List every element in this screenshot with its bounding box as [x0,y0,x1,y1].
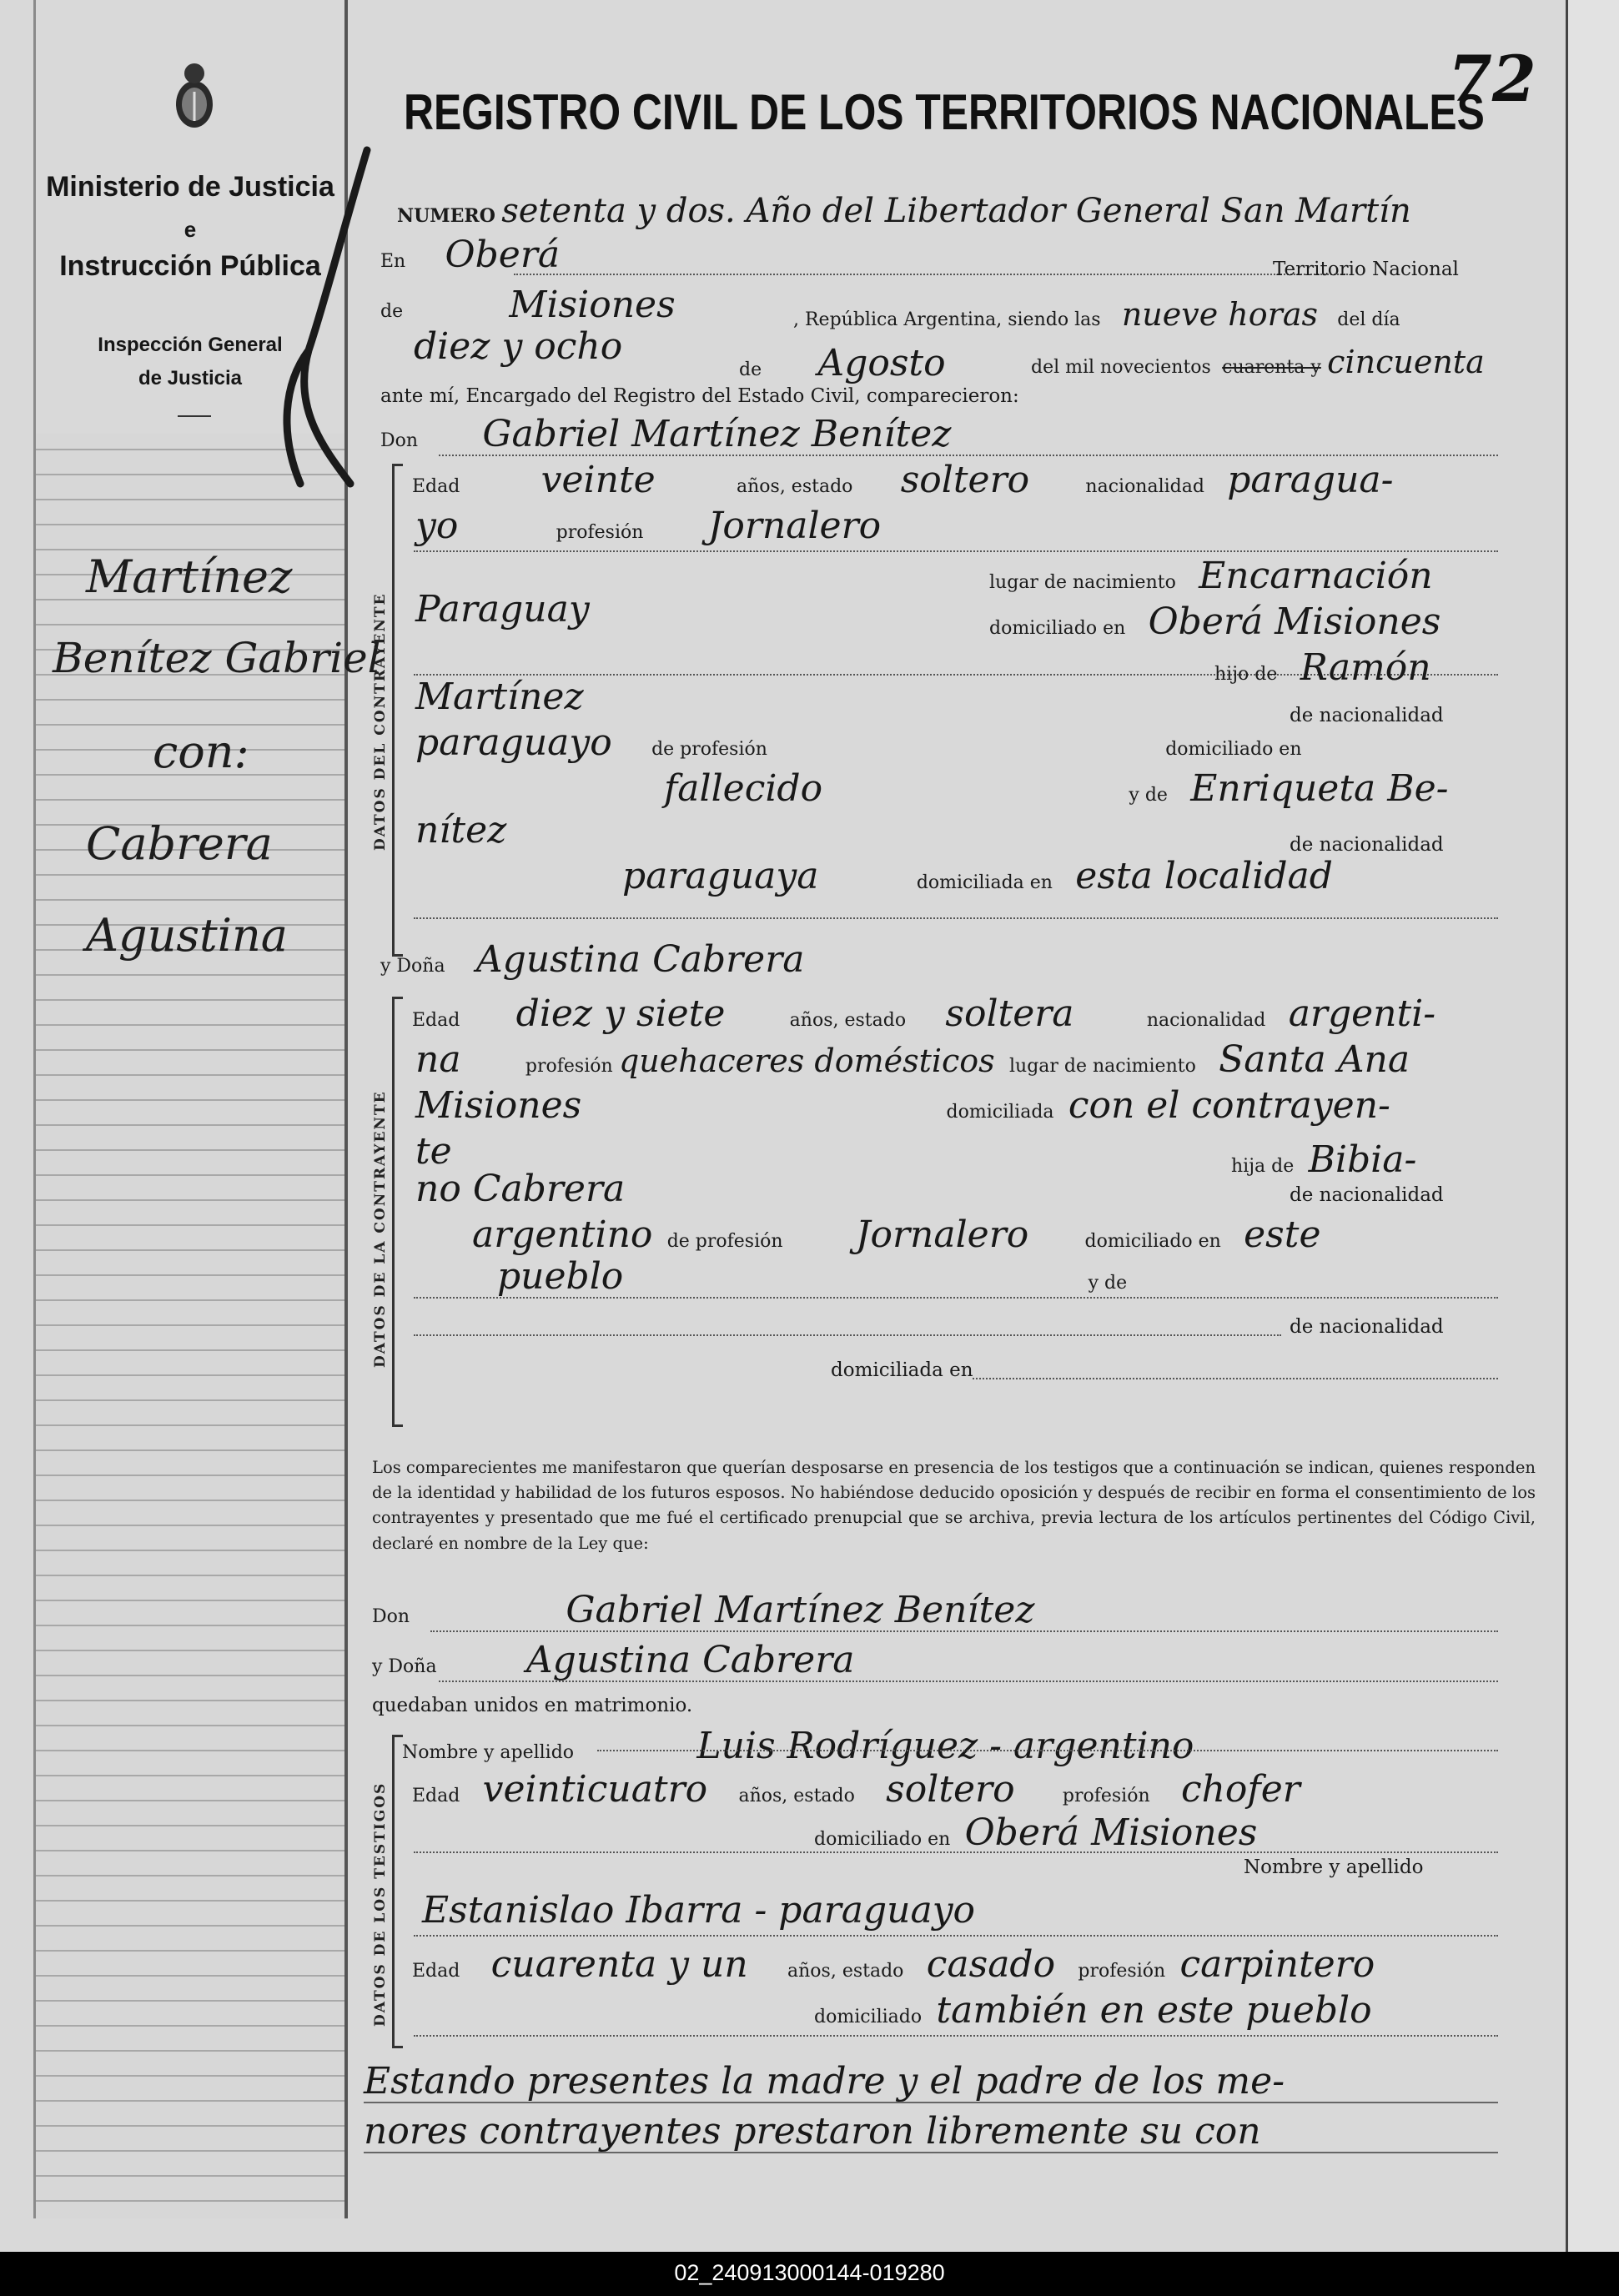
t2-domicilio-value: también en este pueblo [936,1989,1372,2032]
c1-estado-value: soltero [900,459,1030,501]
c1-lugar-cont: Paraguay [415,588,590,631]
c1-de-nac-label: de nacionalidad [1290,705,1444,726]
c1-y-de-label: y de [1129,785,1168,806]
c2-estado-value: soltera [945,992,1074,1035]
c2-padre-cont-row [415,1168,625,1210]
c1-domiciliada-label: domiciliada en [916,872,1053,893]
republica-label: , República Argentina, siendo las [793,309,1101,330]
c2-domiciliado-en-label: domiciliado en [1084,1231,1221,1252]
closing-rule-2 [364,2152,1498,2153]
c2-lugar-label: lugar de nacimiento [1009,1056,1196,1077]
c2-prof-row [415,1038,1410,1081]
mes-row [739,342,946,384]
anio-struck: cuarenta y [1222,357,1321,378]
t2-estado-value: casado [926,1943,1056,1986]
numero-value: setenta y dos. Año del Libertador General San Martín [501,192,1411,230]
c2-y-de-label: y de [1088,1273,1128,1294]
c2-domicilio-cont: te [415,1130,452,1173]
t2-edad-label: Edad [412,1961,460,1982]
c1-madre-cont: nítez [415,809,507,852]
t1-nombre-line [597,1750,1498,1751]
anio-label: del mil novecientos [1031,357,1211,378]
c2-edad-value: diez y siete [515,992,726,1035]
t2-profesion-label: profesión [1078,1961,1166,1982]
c1-nacionalidad-cont: yo [415,505,459,547]
testigos-bracket [392,1735,403,2048]
de-row [380,284,676,326]
c1-edad-value: veinte [541,459,656,501]
c1-estado-label: años, estado [737,476,853,497]
c2-lugar-value: Santa Ana [1219,1038,1410,1081]
t1-line [414,1851,1498,1853]
c1-prof-padre-row [415,721,1302,764]
image-id-label: 02_240913000144-019280 [674,2260,945,2285]
closing-line2 [364,2110,1261,2153]
margin-note-line5: Agustina [86,909,288,962]
c1-lugar-label: lugar de nacimiento [989,572,1176,593]
c1-de-prof-label: de profesión [651,739,767,760]
t1-estado-label: años, estado [738,1786,855,1806]
dia-row [380,325,622,368]
t1-profesion-value: chofer [1180,1768,1300,1811]
numero-row [397,192,1411,230]
c1-padre-cont-row [415,676,584,718]
c1-nacionalidad-value: paragua- [1227,459,1394,501]
decl-don-value: Gabriel Martínez Benítez [566,1589,1035,1631]
c2-padre-dom: este [1244,1213,1321,1256]
c2-padre-cont: no Cabrera [415,1168,626,1210]
c2-padre-prof: Jornalero [855,1213,1029,1256]
inspection-line2: de Justicia [138,367,243,389]
c2-padre-nac: argentino [472,1213,653,1256]
c2-line-b [414,1334,1281,1336]
decl-don-row [372,1589,1034,1631]
c2-domiciliada-label: domiciliada en [831,1359,973,1381]
t1-estado-value: soltero [886,1768,1015,1811]
decl-dona-label: y Doña [372,1656,437,1677]
margin-note-line4: Cabrera [86,817,273,870]
hora-value: nueve horas [1121,296,1318,333]
dona-row [380,938,804,981]
c2-dom-row [415,1084,1390,1127]
decl-don-line [430,1630,1498,1632]
inspection-line1: Inspección General [98,334,283,356]
t2-nombre-label: Nombre y apellido [1244,1856,1424,1878]
margin-note-line2: Benítez Gabriel [53,634,381,682]
don-line [439,455,1498,456]
c2-nacionalidad-value: argenti- [1288,992,1436,1035]
c1-madre-value: Enriqueta Be- [1190,767,1449,810]
c1-madre-dom: esta localidad [1075,855,1333,897]
margin-note-line3: con: [153,726,249,778]
ante-label: ante mí, Encargado del Registro del Estado Civil, comparecieron: [380,385,1019,407]
dona-value: Agustina Cabrera [475,938,805,981]
c1-profesion-value: Jornalero [707,505,882,547]
contrayente-side-label: DATOS DEL CONTRAYENTE [372,592,389,851]
t1-nombre-value: Luis Rodríguez - argentino [696,1725,1194,1767]
c1-padre-dom-row [664,767,1448,810]
t1-edad-row [412,1768,1300,1811]
de-label: de [380,301,404,322]
contrayente2-side-label: DATOS DE LA CONTRAYENTE [372,1090,389,1368]
decl-dona-value: Agustina Cabrera [525,1639,855,1681]
c1-lugar-row [989,555,1433,597]
contrayente-bracket [392,464,403,957]
c2-padre-prof-row [472,1213,1320,1256]
c2-pueblo-row [497,1255,1127,1298]
c2-domicilio-label: domiciliada [946,1102,1054,1123]
republica-row [793,296,1400,333]
c2-hija-row2 [1231,1138,1416,1181]
dona-label: y Doña [380,956,445,977]
c1-de-nac2-label: de nacionalidad [1290,834,1444,856]
c2-edad-row [412,992,1435,1035]
en-line [514,274,1348,275]
en-row [380,234,560,276]
c1-prof-row [415,505,881,547]
c1-profesion-label: profesión [556,522,644,543]
c1-dom-row2 [989,600,1441,643]
c1-line-c [414,917,1498,919]
c2-domicilio-value: con el contrayen- [1068,1084,1390,1127]
t1-domiciliado-label: domiciliado en [814,1829,951,1850]
territorio-label: Territorio Nacional [1273,259,1459,280]
c2-lugar-cont: Misiones [415,1084,582,1127]
c1-madre-cont-row [415,809,506,852]
footer-bar [0,2252,1619,2296]
numero-label: NUMERO [397,205,495,227]
c2-de-nac-label: de nacionalidad [1290,1184,1444,1206]
c2-nacionalidad-label: nacionalidad [1146,1010,1266,1031]
c2-estado-label: años, estado [789,1010,907,1031]
margin-divider [178,415,211,417]
don-value: Gabriel Martínez Benítez [482,413,952,455]
c1-line-a [414,550,1498,552]
c1-padre-dom: fallecido [664,767,823,810]
t2-line [414,2035,1498,2037]
ministry-line3: Instrucción Pública [59,250,321,282]
t2-edad-value: cuarenta y un [490,1943,748,1986]
closing-line1 [364,2060,1285,2103]
t1-nombre-row [402,1725,1194,1767]
don-label: Don [380,430,419,451]
folio-number: 72 [1448,42,1536,116]
de-value: Misiones [509,284,676,326]
anio-value: cincuenta [1327,344,1485,380]
c1-padre-cont: Martínez [415,676,584,718]
dia-value: diez y ocho [414,325,623,368]
t2-domiciliado-label: domiciliado [814,2007,923,2027]
decl-dona-row [372,1639,854,1681]
de-mes-label: de [739,359,762,380]
anio-row [1031,344,1485,380]
c1-hijo-label: hijo de [1214,664,1278,685]
c1-nacionalidad-label: nacionalidad [1085,476,1204,497]
c1-padre-value: Ramón [1300,646,1431,689]
c1-domicilio-value: Oberá Misiones [1148,600,1441,643]
c2-de-prof-label: de profesión [666,1231,783,1252]
c2-padre-dom-cont: pueblo [497,1255,624,1298]
t1-edad-value: veinticuatro [482,1768,708,1811]
closing-text-2: nores contrayentes prestaron libremente su con [364,2110,1261,2153]
closing-rule-1 [364,2102,1498,2103]
decl-dona-line [439,1681,1498,1682]
t2-edad-row [412,1943,1375,1986]
form-main [347,0,1565,2218]
margin-note-line1: Martínez [86,550,293,603]
c2-hija-label: hija de [1231,1156,1295,1177]
decl-don-label: Don [372,1606,410,1627]
t1-profesion-label: profesión [1062,1786,1150,1806]
c1-dom-row [415,588,590,631]
page-title: REGISTRO CIVIL DE LOS TERRITORIOS NACIONALES [404,84,1485,140]
en-label: En [380,251,406,272]
c1-padre-nac: paraguayo [415,721,612,764]
c2-line-c [973,1378,1498,1379]
testigos-side-label: DATOS DE LOS TESTIGOS [372,1781,389,2027]
t2-nombre-row [422,1889,975,1932]
c1-hijo-row [1214,646,1431,689]
mes-value: Agosto [817,342,946,384]
t1-edad-label: Edad [412,1786,460,1806]
c1-lugar-value: Encarnación [1199,555,1433,597]
c1-madre-nac: paraguaya [622,855,819,897]
c2-edad-label: Edad [412,1010,460,1031]
national-seal-icon [169,58,219,133]
t2-nombre-value: Estanislao Ibarra - paraguayo [422,1889,976,1932]
c2-nacionalidad-cont: na [415,1038,461,1081]
ministry-line2: e [184,217,197,242]
ministry-line1: Ministerio de Justicia [46,171,334,203]
t1-domicilio-value: Oberá Misiones [964,1811,1258,1854]
c1-domicilio-label: domiciliado en [989,618,1126,639]
declaration-text: Los comparecientes me manifestaron que querían desposarse en presencia de los testigos que a continuación se indican, quienes responden de la identidad y habilidad de los futuros esposos. No habiéndose deducido oposición y después de recibir en forma el consentimiento de los contrayentes y presentado que me fué el certificado prenupcial que se archiva, previa lectura de los artículos pertinentes del Código Civil, declaré en nombre de la Ley que: [372,1458,1536,1553]
c2-de-nac2-label: de nacionalidad [1290,1316,1444,1338]
don-row [380,413,951,455]
c1-madre-nac-row [622,855,1333,897]
c1-edad-row [412,459,1394,501]
t2-nombre-line [414,1935,1498,1937]
c2-profesion-value: quehaceres domésticos [618,1042,995,1079]
t2-estado-label: años, estado [787,1961,904,1982]
t2-profesion-value: carpintero [1179,1943,1375,1986]
c1-domiciliado-en-label: domiciliado en [1165,739,1302,760]
c2-profesion-label: profesión [525,1056,613,1077]
t2-dom-row [814,1989,1372,2032]
contrayente2-bracket [392,997,403,1427]
c2-line-a [414,1297,1498,1299]
c2-padre-value: Bibia- [1308,1138,1417,1181]
t1-nombre-label: Nombre y apellido [402,1742,575,1763]
unidos-label: quedaban unidos en matrimonio. [372,1695,693,1716]
t1-dom-row [814,1811,1257,1854]
del-dia-label: del día [1337,309,1400,330]
c1-edad-label: Edad [412,476,460,497]
c2-hija-row [415,1130,452,1173]
closing-text-1: Estando presentes la madre y el padre de los me- [364,2060,1285,2103]
en-value: Oberá [445,234,561,276]
